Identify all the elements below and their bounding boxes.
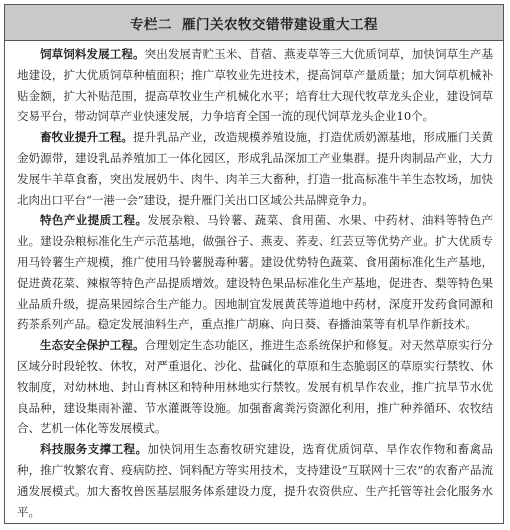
paragraph-text: 发展杂粮、马铃薯、蔬菜、食用菌、水果、中药材、油料等特色产业。建设杂粮标准化生产示范基地，做强谷子、燕麦、荞麦、红芸豆等优势产业。扩大优质专用马铃薯生产规模，推广使用马铃薯脱毒种薯。建设优势特色蔬菜、食用菌标准化生产基地，促进黄花菜、辣椒等特色产品提质增效。建设特色果品标准化生产基地，促进杏、梨等特色果业品质升级，提高果园综合生产能力。因地制宜发展黄芪等道地中药材，深度开发药食同源和药茶系列产品。稳定发展油料生产，重点推广胡麻、向日葵、春播油菜等有机旱作新技术。 xyxy=(17,213,494,332)
paragraph-text: 加快饲用生态畜牧研究建设，选育优质饲草、旱作农作物和畜禽品种，推广牧繁农育、疫病防控、饲料配方等实用技术，支持建设“互联网十三农”的农畜产品流通发展模式。加大畜牧兽医基层服务体系建设力度，提升农资供应、生产托管等社会化服务水平。 xyxy=(17,442,494,519)
paragraph-text: 提升乳品产业，改造规模养殖设施，打造优质奶源基地，形成雁门关黄金奶源带，建设乳品养殖加工一体化园区，形成乳品深加工产业集群。提升肉制品产业，大力发展牛羊草食畜，突出发展奶牛、肉牛、肉羊三大畜种，打造一批高标准牛羊生态牧场，加快北肉出口平台“一港一会”建设，提升雁门关出口区域公共品牌竞争力。 xyxy=(17,130,494,207)
paragraph-text: 合理划定生态功能区，推进生态系统保护和修复。对天然草原实行分区域分时段轮牧、休牧，对严重退化、沙化、盐碱化的草原和生态脆弱区的草原实行禁牧、休牧制度，对幼林地、封山育林区和特种用林地实行禁牧。发展有机旱作农业，推广抗旱节水优良品种，建设集雨补灌、节水灌溉等设施。加强畜禽粪污资源化利用，推广种养循环、农牧结合、艺机一体化等发展模式。 xyxy=(17,338,494,436)
paragraph-lead: 生态安全保护工程。 xyxy=(40,338,145,353)
column-content xyxy=(5,41,503,522)
paragraph-tech-service xyxy=(17,439,493,522)
column-header xyxy=(5,5,503,41)
paragraph-forage-feed xyxy=(17,44,493,127)
paragraph-text: 突出发展青贮玉米、苜蓿、燕麦草等三大优质饲草，加快饲草生产基地建设，扩大优质饲草种植面积；推广草牧业先进技术，提高饲草产量质量；加大饲草机械补贴金额，扩大补贴范围，提高草牧业生产机械化水平；培育壮大现代牧草龙头企业，建设饲草交易平台，带动饲草产业快速发展，力争培育全国一流的现代饲草龙头企业10个。 xyxy=(17,47,494,124)
paragraph-lead: 饲草饲料发展工程。 xyxy=(40,47,145,61)
special-column-box xyxy=(4,4,504,524)
paragraph-lead: 科技服务支撑工程。 xyxy=(40,442,148,457)
paragraph-lead: 畜牧业提升工程。 xyxy=(40,130,133,145)
column-title: 雁门关农牧交错带建设重大工程 xyxy=(182,16,378,33)
paragraph-lead: 特色产业提质工程。 xyxy=(40,213,148,228)
paragraph-specialty-industry xyxy=(17,210,493,335)
paragraph-livestock xyxy=(17,127,493,210)
column-label: 专栏二 xyxy=(130,16,172,33)
paragraph-ecological xyxy=(17,335,493,439)
